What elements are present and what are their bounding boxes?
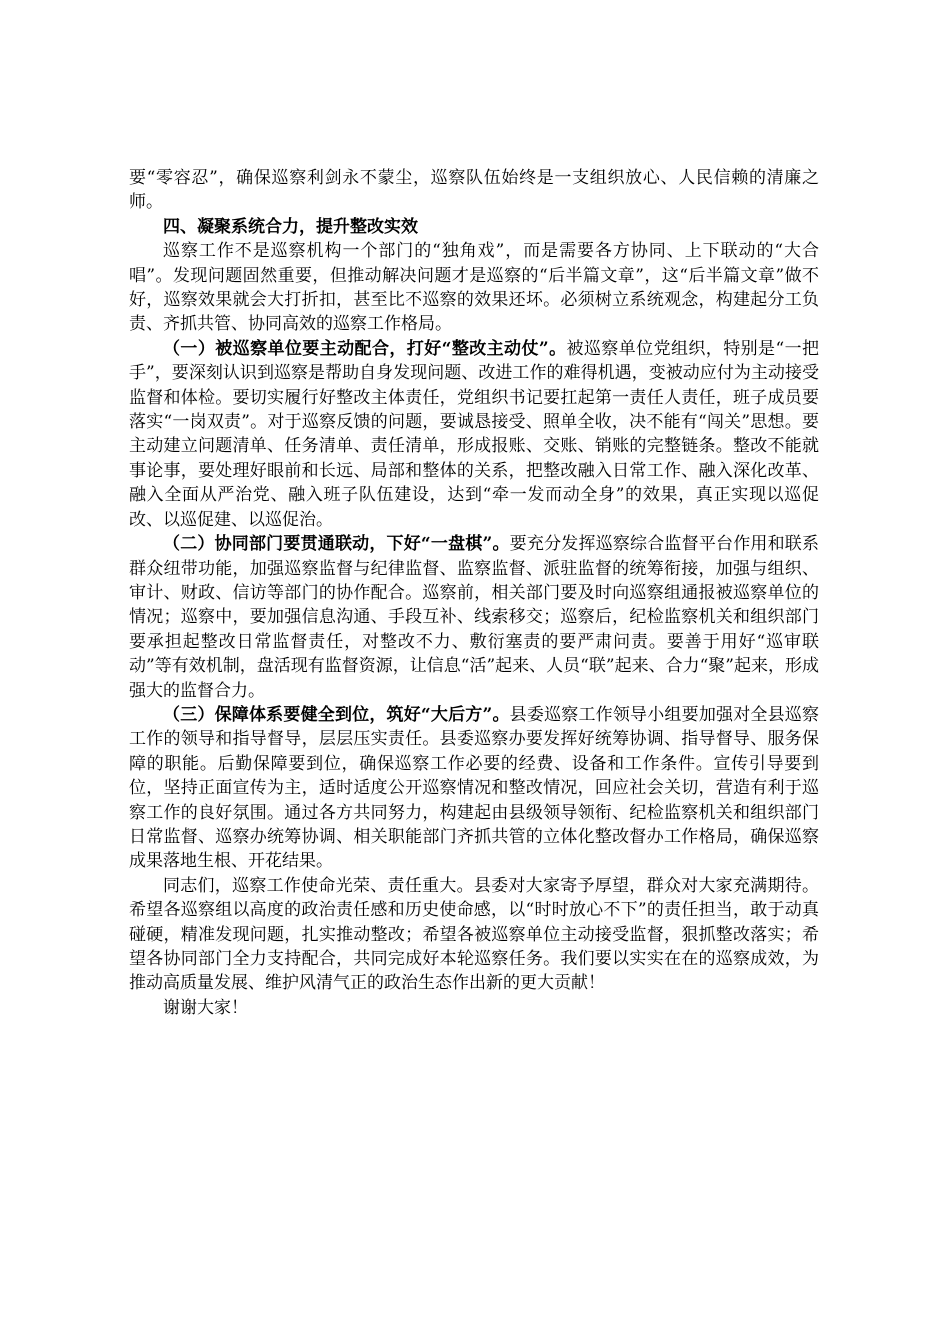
- subsection-three: [129, 703, 819, 874]
- subsection-three-heading: （三）保障体系要健全到位，筑好“大后方”。: [163, 704, 510, 725]
- subsection-two-body: 要充分发挥巡察综合监督平台作用和联系群众纽带功能，加强巡察监督与纪律监督、监察监督、派驻监督的统筹衔接，加强与组织、审计、财政、信访等部门的协作配合。巡察前，相关部门要及时向巡察组通报被巡察单位的情况；巡察中，要加强信息沟通、手段互补、线索移交；巡察后，纪检监察机关和组织部门要承担起整改日常监督责任，对整改不力、敷衍塞责的要严肃问责。要善于用好“巡审联动”等有效机制，盘活现有监督资源，让信息“活”起来、人员“联”起来、合力“聚”起来，形成强大的监督合力。: [129, 534, 819, 701]
- subsection-one-body: 被巡察单位党组织，特别是“一把手”，要深刻认识到巡察是帮助自身发现问题、改进工作的难得机遇，变被动应付为主动接受监督和体检。要切实履行好整改主体责任，党组织书记要扛起第一责任人责任，班子成员要落实“一岗双责”。对于巡察反馈的问题，要诚恳接受、照单全收，决不能有“闯关”思想。要主动建立问题清单、任务清单、责任清单，形成报账、交账、销账的完整链条。整改不能就事论事，要处理好眼前和长远、局部和整体的关系，把整改融入日常工作、融入深化改革、融入全面从严治党、融入班子队伍建设，达到“牵一发而动全身”的效果，真正实现以巡促改、以巡促建、以巡促治。: [129, 338, 819, 530]
- section-four-heading: 四、凝聚系统合力，提升整改实效: [163, 216, 418, 237]
- paragraph-closing: 同志们，巡察工作使命光荣、责任重大。县委对大家寄予厚望，群众对大家充满期待。希望各巡察组以高度的政治责任感和历史使命感，以“时时放心不下”的责任担当，敢于动真碰硬，精准发现问题，扎实推动整改；希望各被巡察单位主动接受监督，狠抓整改落实；希望各协同部门全力支持配合，共同完成好本轮巡察任务。我们要以实实在在的巡察成效，为推动高质量发展、维护风清气正的政治生态作出新的更大贡献！: [129, 875, 819, 994]
- document-page: [129, 166, 819, 1020]
- subsection-two-heading: （二）协同部门要贯通联动，下好“一盘棋”。: [163, 534, 510, 555]
- subsection-three-body: 县委巡察工作领导小组要加强对全县巡察工作的领导和指导督导，层层压实责任。县委巡察办要发挥好统筹协调、指导督导、服务保障的职能。后勤保障要到位，确保巡察工作必要的经费、设备和工作条件。宣传引导要到位，坚持正面宣传为主，适时适度公开巡察情况和整改情况，回应社会关切，营造有利于巡察工作的良好氛围。通过各方共同努力，构建起由县级领导领衔、纪检监察机关和组织部门日常监督、巡察办统筹协调、相关职能部门齐抓共管的立体化整改督办工作格局，确保巡察成果落地生根、开花结果。: [129, 704, 819, 872]
- subsection-one: [129, 337, 819, 532]
- subsection-one-heading: （一）被巡察单位要主动配合，打好“整改主动仗”。: [163, 338, 567, 359]
- subsection-two: [129, 532, 819, 703]
- paragraph-thanks: 谢谢大家！: [163, 997, 248, 1018]
- paragraph-system-intro: 巡察工作不是巡察机构一个部门的“独角戏”，而是需要各方协同、上下联动的“大合唱”。发现问题固然重要，但推动解决问题才是巡察的“后半篇文章”，这“后半篇文章”做不好，巡察效果就会大打折扣，甚至比不巡察的效果还坏。必须树立系统观念，构建起分工负责、齐抓共管、协同高效的巡察工作格局。: [129, 241, 819, 335]
- paragraph-opening-tail: 要“零容忍”，确保巡察利剑永不蒙尘，巡察队伍始终是一支组织放心、人民信赖的清廉之师。: [129, 168, 819, 213]
